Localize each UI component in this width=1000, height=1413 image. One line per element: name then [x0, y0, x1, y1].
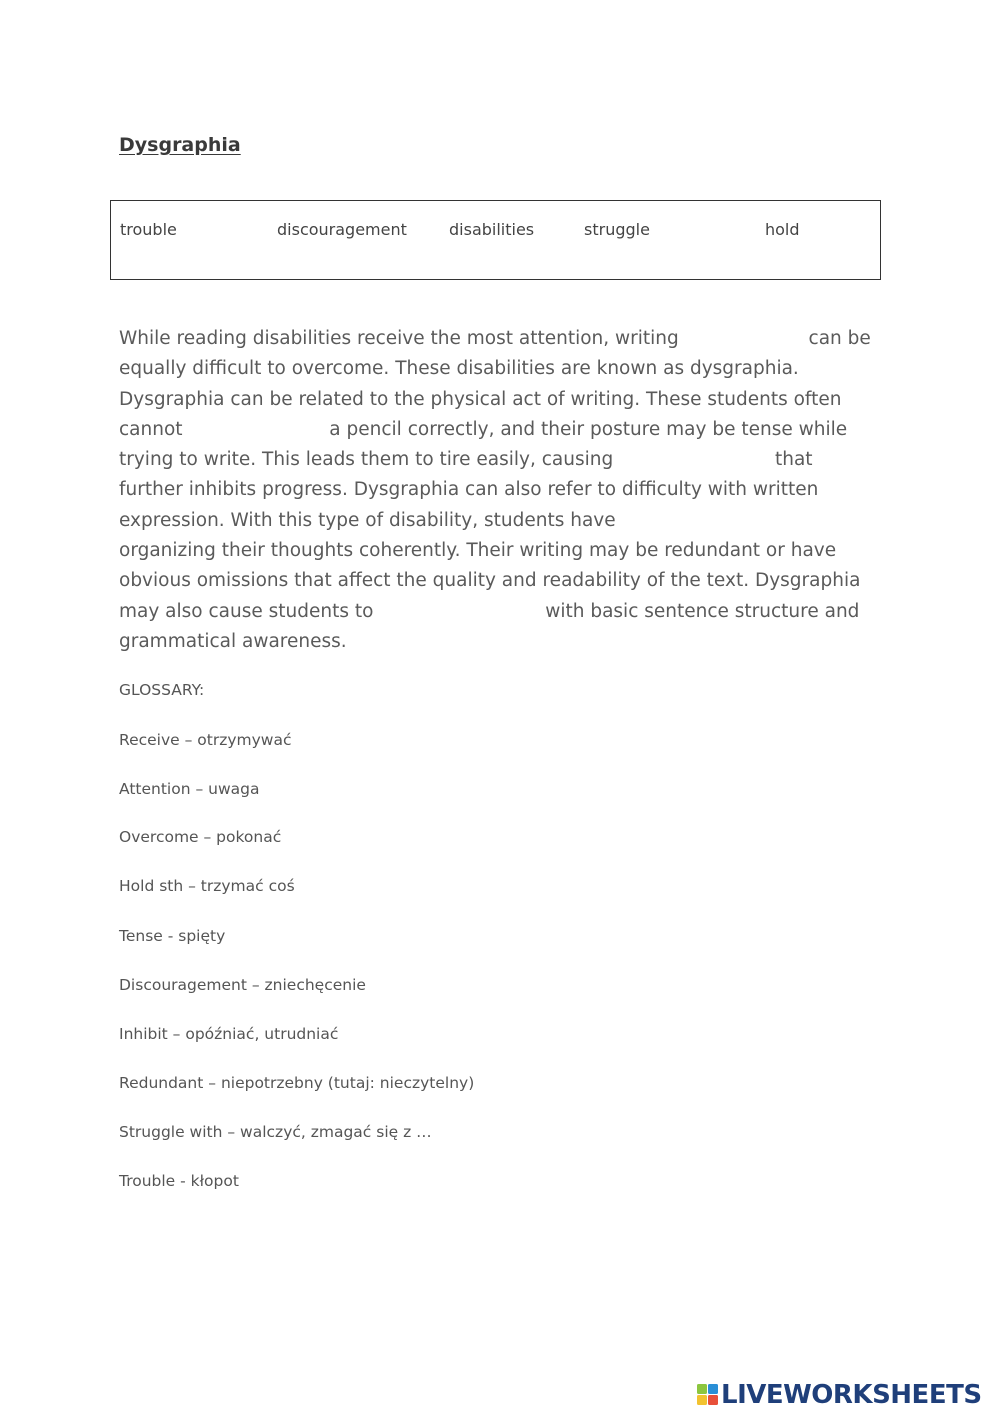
glossary-item: Tense - spięty: [119, 927, 226, 945]
passage-line: organizing their thoughts coherently. Their writing may be redundant or have: [119, 540, 837, 562]
glossary-item: Inhibit – opóźniać, utrudniać: [119, 1025, 339, 1043]
passage-line: further inhibits progress. Dysgraphia can also refer to difficulty with written: [119, 479, 819, 501]
logo-square-green: [697, 1384, 707, 1394]
word-bank-item: discouragement: [277, 220, 407, 239]
word-bank-item: trouble: [120, 220, 177, 239]
word-bank: [110, 200, 881, 280]
passage-line: may also cause students to with basic sentence structure and: [119, 600, 860, 622]
word-bank-item: struggle: [584, 220, 650, 239]
glossary-item: Discouragement – zniechęcenie: [119, 976, 366, 994]
glossary-item: Hold sth – trzymać coś: [119, 877, 295, 895]
passage-line: While reading disabilities receive the most attention, writing can be: [119, 328, 871, 349]
passage-line: obvious omissions that affect the quality and readability of the text. Dysgraphia: [119, 570, 861, 592]
glossary-item: Trouble - kłopot: [119, 1172, 239, 1190]
passage-line: grammatical awareness.: [119, 630, 347, 652]
glossary-item: Redundant – niepotrzebny (tutaj: nieczytelny): [119, 1074, 475, 1092]
glossary-item: Overcome – pokonać: [119, 828, 282, 846]
passage-line: equally difficult to overcome. These disabilities are known as dysgraphia.: [119, 358, 799, 380]
passage-line: trying to write. This leads them to tire easily, causing that: [119, 449, 813, 471]
passage-line: cannot a pencil correctly, and their posture may be tense while: [119, 418, 848, 440]
passage-line: Dysgraphia can be related to the physical act of writing. These students often: [119, 388, 842, 410]
logo-square-blue: [708, 1384, 718, 1394]
glossary-item: Attention – uwaga: [119, 780, 260, 798]
word-bank-item: hold: [765, 220, 800, 239]
word-bank-item: disabilities: [449, 220, 535, 239]
glossary-item: Struggle with – walczyć, zmagać się z …: [119, 1123, 432, 1141]
passage-line: expression. With this type of disability, students have: [119, 509, 622, 531]
logo-square-red: [708, 1395, 718, 1405]
logo-square-yellow: [697, 1395, 707, 1405]
liveworksheets-logo-icon: [697, 1382, 719, 1408]
liveworksheets-wordmark: LIVEWORKSHEETS: [721, 1380, 982, 1410]
passage-text: [119, 324, 899, 657]
page-title: Dysgraphia: [119, 134, 241, 156]
liveworksheets-brand: [697, 1377, 982, 1413]
glossary-heading: GLOSSARY:: [119, 681, 205, 699]
glossary-item: Receive – otrzymywać: [119, 731, 292, 749]
